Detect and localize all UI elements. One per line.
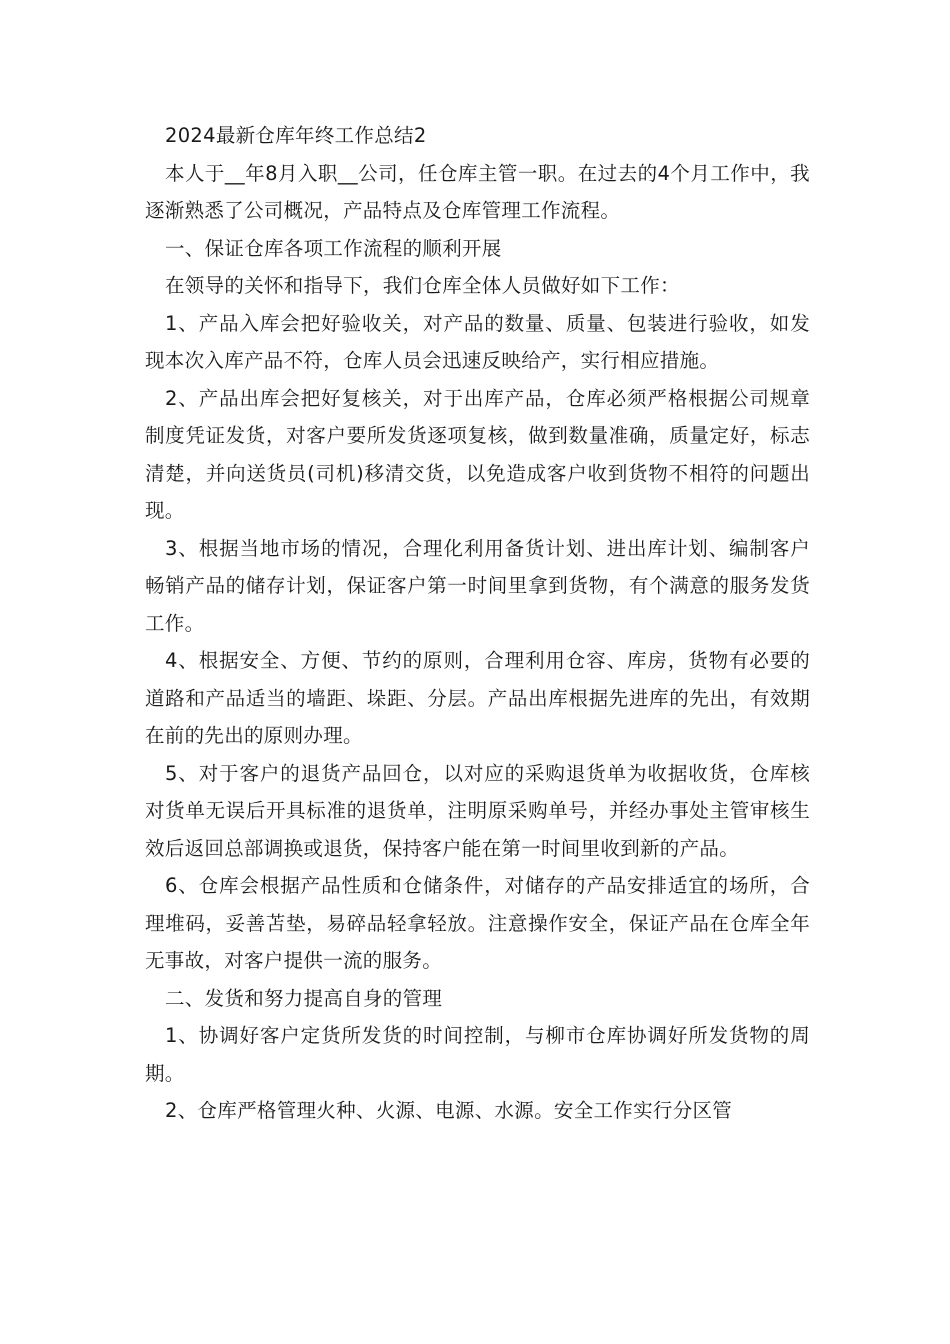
list-item: 1、协调好客户定货所发货的时间控制，与柳市仓库协调好所发货物的周期。 — [145, 1024, 810, 1085]
list-item: 5、对于客户的退货产品回仓，以对应的采购退货单为收据收货，仓库核对货单无误后开具标准的退货单，注明原采购单号，并经办事处主管审核生效后返回总部调换或退货，保持客户能在第一时间里收到新的产品。 — [145, 761, 810, 860]
section-heading-2: 二、发货和努力提高自身的管理 — [165, 986, 443, 1010]
list-item: 2、产品出库会把好复核关，对于出库产品，仓库必须严格根据公司规章制度凭证发货，对客户要所发货逐项复核，做到数量准确，质量定好，标志清楚，并向送货员(司机)移清交货，以免造成客户收到货物不相符的问题出现。 — [145, 386, 810, 522]
list-item: 1、产品入库会把好验收关，对产品的数量、质量、包装进行验收，如发现本次入库产品不符，仓库人员会迅速反映给产，实行相应措施。 — [145, 311, 810, 372]
document-title: 2024最新仓库年终工作总结2 — [165, 124, 427, 147]
paragraph: 在领导的关怀和指导下，我们仓库全体人员做好如下工作： — [165, 274, 680, 297]
list-item: 4、根据安全、方便、节约的原则，合理利用仓容、库房，货物有必要的道路和产品适当的墙距、垛距、分层。产品出库根据先进库的先出，有效期在前的先出的原则办理。 — [145, 649, 810, 747]
list-item: 3、根据当地市场的情况，合理化利用备货计划、进出库计划、编制客户畅销产品的储存计划，保证客户第一时间里拿到货物，有个满意的服务发货工作。 — [145, 536, 810, 635]
list-item: 2、仓库严格管理火种、火源、电源、水源。安全工作实行分区管 — [165, 1099, 733, 1122]
list-item: 6、仓库会根据产品性质和仓储条件，对储存的产品安排适宜的场所，合理堆码，妥善苫垫，易碎品轻拿轻放。注意操作安全，保证产品在仓库全年无事故，对客户提供一流的服务。 — [145, 874, 810, 972]
document-body — [145, 117, 810, 1130]
intro-paragraph: 本人于__年8月入职__公司，任仓库主管一职。在过去的4个月工作中，我逐渐熟悉了公司概况，产品特点及仓库管理工作流程。 — [145, 161, 810, 222]
section-heading-1: 一、保证仓库各项工作流程的顺利开展 — [165, 236, 502, 260]
